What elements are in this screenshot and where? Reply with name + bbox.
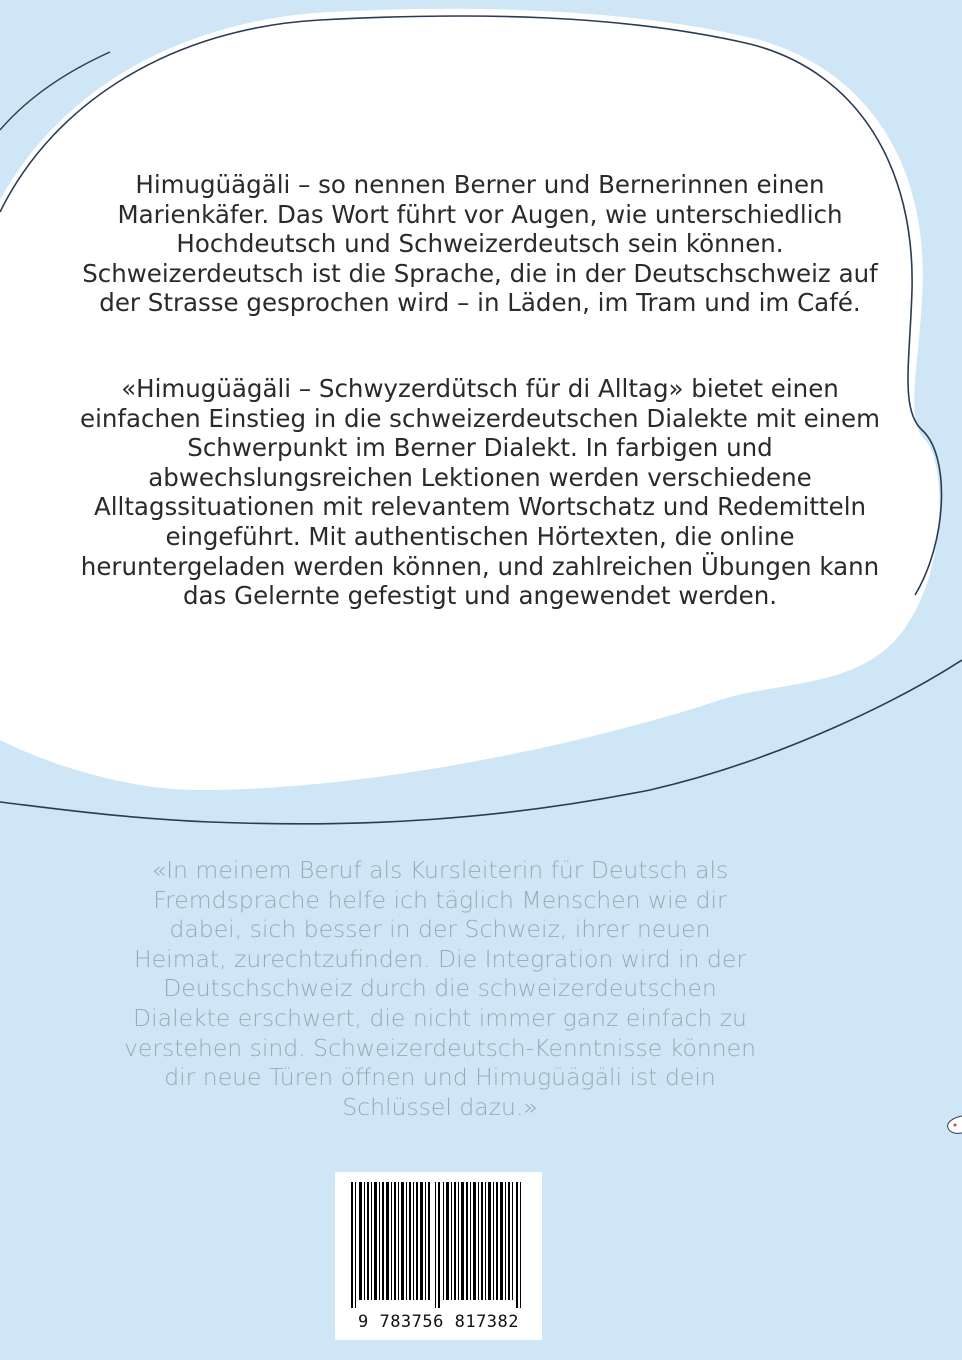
blurb-paragraph-1: Himugüägäli – so nennen Berner und Bernerinnen einen Marienkäfer. Das Wort führt vor Augen, wie unterschiedlich Hochdeutsch und Schweizerdeutsch sein können. Schweizerdeutsch ist die Sprache, die in der Deutschschweiz auf der Strasse gesprochen wird – in Läden, im Tram und im Café. xyxy=(82,170,878,318)
isbn-barcode xyxy=(335,1172,542,1340)
author-quote: «In meinem Beruf als Kursleiterin für Deutsch als Fremdsprache helfe ich täglich Menschen wie dir dabei, sich besser in der Schweiz, ihrer neuen Heimat, zurechtzufinden. Die Integration wird in der Deutschschweiz durch die schweizerdeutschen Dialekte erschwert, die nicht immer ganz einfach zu verstehen sind. Schweizerdeutsch-Kenntnisse können dir neue Türen öffnen und Himugüägäli ist dein Schlüssel dazu.» xyxy=(123,856,756,1121)
blurb-paragraph-2: «Himugüägäli – Schwyzerdütsch für di Alltag» bietet einen einfachen Einstieg in die schweizerdeutschen Dialekte mit einem Schwerpunkt im Berner Dialekt. In farbigen und abwechslungsreichen Lektionen werden verschiedene Alltagssituationen mit relevantem Wortschatz und Redemitteln eingeführt. Mit authentischen Hörtexten, die online heruntergeladen werden können, und zahlreichen Übungen kann das Gelernte gefestigt und angewendet werden. xyxy=(80,374,880,611)
isbn-number: 9 783756 817382 xyxy=(357,1312,520,1332)
ladybug-icon xyxy=(944,1114,962,1136)
